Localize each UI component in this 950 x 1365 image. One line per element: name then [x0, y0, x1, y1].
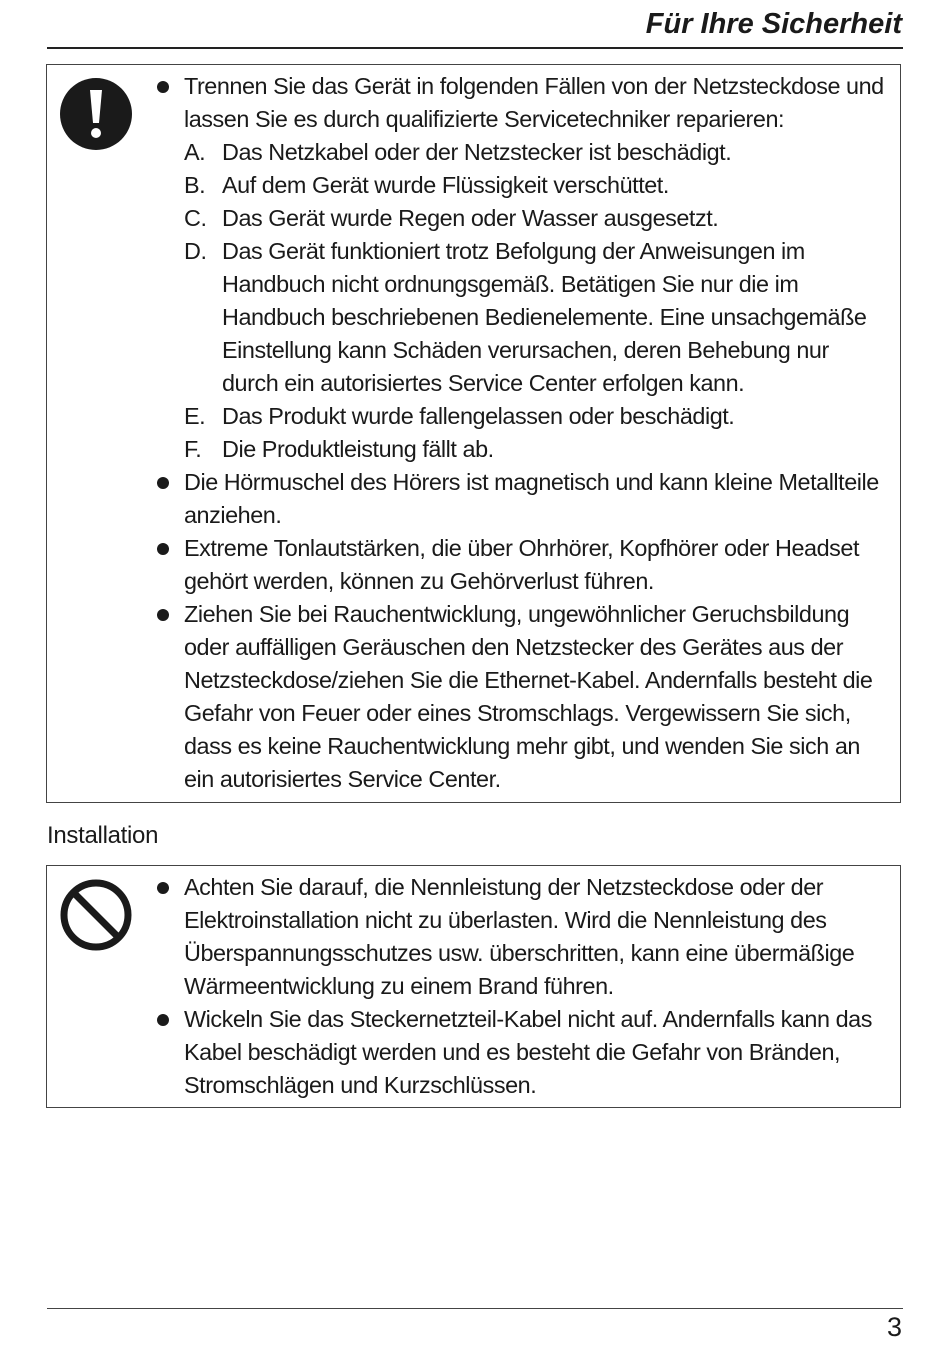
sub-list-letter: D. [184, 238, 207, 264]
sub-list-letter: F. [184, 436, 202, 462]
bullet-dot [157, 609, 169, 621]
sub-list-text: Das Gerät wurde Regen oder Wasser ausgesetzt. [222, 205, 719, 231]
footer-rule [47, 1308, 903, 1309]
sub-list-text: Die Produktleistung fällt ab. [222, 436, 494, 462]
list-item [157, 70, 890, 136]
mandatory-exclamation-icon [59, 77, 133, 151]
list-item-text: Trennen Sie das Gerät in folgenden Fällen von der Netzsteckdose und lassen Sie es durch qualifizierte Servicetechniker reparieren: [184, 73, 884, 132]
prohibition-icon [59, 878, 133, 952]
list-item [157, 1003, 890, 1102]
page-number: 3 [886, 1312, 902, 1342]
page-title: Für Ihre Sicherheit [645, 8, 902, 40]
list-item [157, 532, 890, 598]
sub-list-item [157, 136, 890, 169]
sub-list-item [157, 400, 890, 433]
mandatory-warning-box [46, 64, 901, 803]
list-item-text: Wickeln Sie das Steckernetzteil-Kabel nicht auf. Andernfalls kann das Kabel beschädigt werden und es besteht die Gefahr von Bränden, Stromschlägen und Kurzschlüssen. [184, 1006, 872, 1098]
header-rule [47, 47, 903, 49]
bullet-dot [157, 477, 169, 489]
sub-list-item [157, 169, 890, 202]
bullet-dot [157, 81, 169, 93]
list-item [157, 466, 890, 532]
sub-list-text: Auf dem Gerät wurde Flüssigkeit verschüttet. [222, 172, 669, 198]
bullet-dot [157, 543, 169, 555]
section-heading: Installation [47, 822, 159, 849]
sub-list-letter: A. [184, 139, 206, 165]
list-item [157, 871, 890, 1003]
list-item-text: Ziehen Sie bei Rauchentwicklung, ungewöhnlicher Geruchsbildung oder auffälligen Geräuschen den Netzstecker des Gerätes aus der Netzsteckdose/ziehen Sie die Ethernet-Kabel. Andernfalls besteht die Gefahr von Feuer oder eines Stromschlags. Vergewissern Sie sich, dass es keine Rauchentwicklung mehr gibt, und wenden Sie sich an ein autorisiertes Service Center. [184, 601, 873, 792]
sub-list-letter: E. [184, 403, 206, 429]
list-item-text: Extreme Tonlautstärken, die über Ohrhörer, Kopfhörer oder Headset gehört werden, können zu Gehörverlust führen. [184, 535, 860, 594]
prohibition-warning-box [46, 865, 901, 1108]
list-item-text: Achten Sie darauf, die Nennleistung der Netzsteckdose oder der Elektroinstallation nicht zu überlasten. Wird die Nennleistung des Überspannungsschutzes usw. überschritten, kann eine übermäßige Wärmeentwicklung zu einem Brand führen. [184, 874, 855, 999]
list-item [157, 598, 890, 796]
sub-list-item [157, 235, 890, 400]
sub-list-text: Das Gerät funktioniert trotz Befolgung der Anweisungen im Handbuch nicht ordnungsgemäß. Betätigen Sie nur die im Handbuch beschriebenen Bedienelemente. Eine unsachgemäße Einstellung kann Schäden verursachen, deren Behebung nur durch ein autorisiertes Service Center erfolgen kann. [222, 238, 867, 396]
bullet-dot [157, 882, 169, 894]
bullet-dot [157, 1014, 169, 1026]
sub-list-item [157, 433, 890, 466]
list-item-text: Die Hörmuschel des Hörers ist magnetisch und kann kleine Metallteile anziehen. [184, 469, 879, 528]
sub-list-text: Das Netzkabel oder der Netzstecker ist beschädigt. [222, 139, 732, 165]
sub-list-letter: B. [184, 172, 206, 198]
sub-list-item [157, 202, 890, 235]
sub-list-text: Das Produkt wurde fallengelassen oder beschädigt. [222, 403, 735, 429]
sub-list-letter: C. [184, 205, 207, 231]
